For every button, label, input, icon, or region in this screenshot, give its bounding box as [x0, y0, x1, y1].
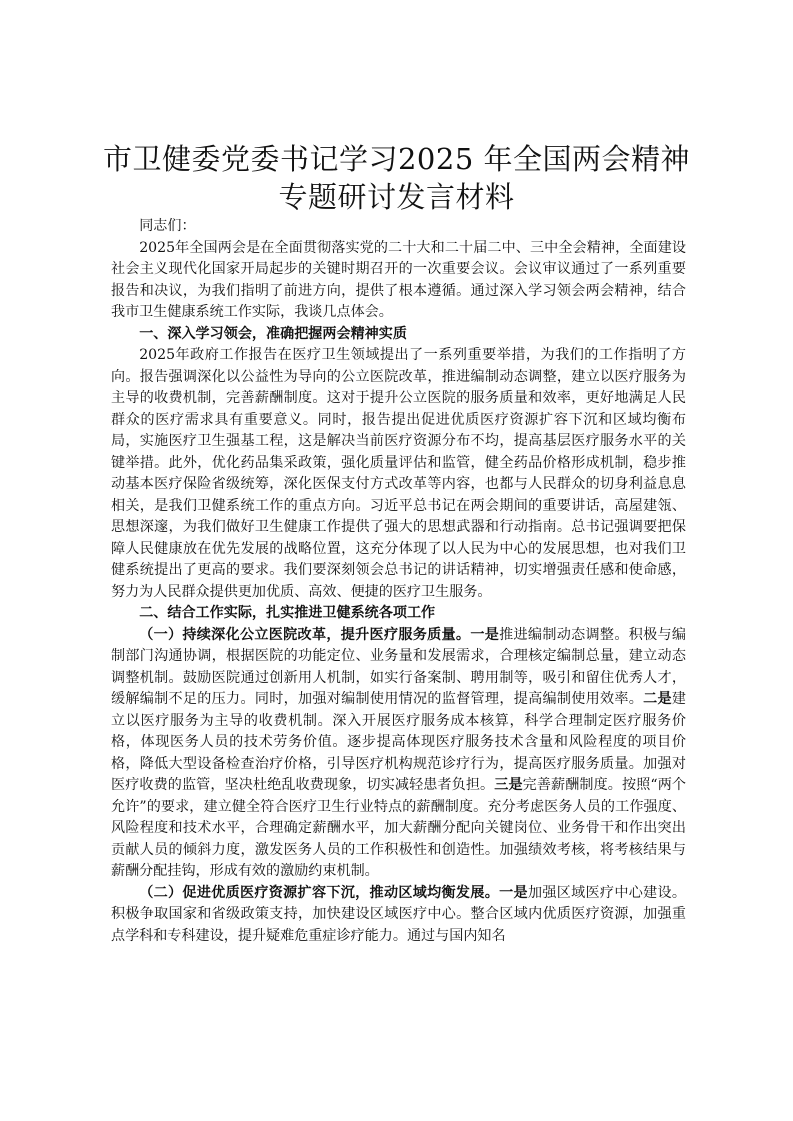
- document-title: [60, 140, 733, 216]
- subsection-2-heading: （二）促进优质医疗资源扩容下沉，推动区域均衡发展。: [139, 884, 500, 901]
- point-2-text: 建立以医疗服务为主导的收费机制。深入开展医疗服务成本核算，科学合理制定医疗服务价格，体现医务人员的技术劳务价值。逐步提高体现医疗服务技术含量和风险程度的项目价格，降低大型设备检查治疗价格，引导医疗机构规范诊疗行为，提高医疗服务质量。加强对医疗收费的监管，坚决杜绝乱收费现象，切实减轻患者负担。: [111, 691, 686, 793]
- section-1-paragraph: 2025年政府工作报告在医疗卫生领域提出了一系列重要举措，为我们的工作指明了方向。报告强调深化以公益性为导向的公立医院改革，推进编制动态调整，建立以医疗服务为主导的收费机制，完善薪酬制度。这对于提升公立医院的服务质量和效率，更好地满足人民群众的医疗需求具有重要意义。同时，报告提出促进优质医疗资源扩容下沉和区域均衡布局，实施医疗卫生强基工程，这是解决当前医疗资源分布不均，提高基层医疗服务水平的关键举措。此外，优化药品集采政策，强化质量评估和监管，健全药品价格形成机制，稳步推动基本医疗保险省级统筹，深化医保支付方式改革等内容，也都与人民群众的切身利益息息相关，是我们卫健系统工作的重点方向。习近平总书记在两会期间的重要讲话，高屋建瓴、思想深邃，为我们做好卫生健康工作提供了强大的思想武器和行动指南。总书记强调要把保障人民健康放在优先发展的战略位置，这充分体现了以人民为中心的发展思想，也对我们卫健系统提出了更高的要求。我们要深刻领会总书记的讲话精神，切实增强责任感和使命感，努力为人民群众提供更加优质、高效、便捷的医疗卫生服务。: [111, 347, 686, 600]
- section-1-heading: 一、深入学习领会，准确把握两会精神实质: [139, 325, 407, 342]
- point-3-text: 完善薪酬制度。按照“两个允许”的要求，建立健全符合医疗卫生行业特点的薪酬制度。充分考虑医务人员的工作强度、风险程度和技术水平，合理确定薪酬水平，加大薪酬分配向关键岗位、业务骨干和作出突出贡献人员的倾斜力度，激发医务人员的工作积极性和创造性。加强绩效考核，将考核结果与薪酬分配挂钩，形成有效的激励约束机制。: [111, 777, 686, 879]
- point-3-lead: 三是: [494, 777, 523, 793]
- subsection-1-paragraph: [111, 625, 686, 883]
- point-1-lead: 一是: [470, 626, 500, 643]
- sub2-point-1-lead: 一是: [499, 884, 528, 901]
- title-line-2: 专题研讨发言材料: [278, 180, 515, 214]
- title-line-1: 市卫健委党委书记学习2025 年全国两会精神: [102, 142, 691, 176]
- subsection-1-heading: （一）持续深化公立医院改革，提升医疗服务质量。: [139, 626, 471, 643]
- sub2-point-1-text: 加强区域医疗中心建设。积极争取国家和省级政策支持，加快建设区域医疗中心。整合区域内优质医疗资源，加强重点学科和专科建设，提升疑难危重症诊疗能力。通过与国内知名: [111, 884, 687, 944]
- intro-paragraph: 2025年全国两会是在全面贯彻落实党的二十大和二十届二中、三中全会精神，全面建设社会主义现代化国家开局起步的关键时期召开的一次重要会议。会议审议通过了一系列重要报告和决议，为我们指明了前进方向，提供了根本遵循。通过深入学习领会两会精神，结合我市卫生健康系统工作实际，我谈几点体会。: [111, 239, 686, 320]
- document-body: [111, 216, 686, 947]
- salutation: 同志们：: [139, 218, 196, 234]
- point-1-text: 推进编制动态调整。积极与编制部门沟通协调，根据医院的功能定位、业务量和发展需求，合理核定编制总量，建立动态调整机制。鼓励医院通过创新用人机制，如实行备案制、聘用制等，吸引和留住优秀人才，缓解编制不足的压力。同时，加强对编制使用情况的监督管理，提高编制使用效率。: [111, 626, 687, 707]
- subsection-2-paragraph: [111, 883, 686, 948]
- section-2-heading: 二、结合工作实际，扎实推进卫健系统各项工作: [139, 605, 436, 621]
- point-2-lead: 二是: [643, 691, 672, 707]
